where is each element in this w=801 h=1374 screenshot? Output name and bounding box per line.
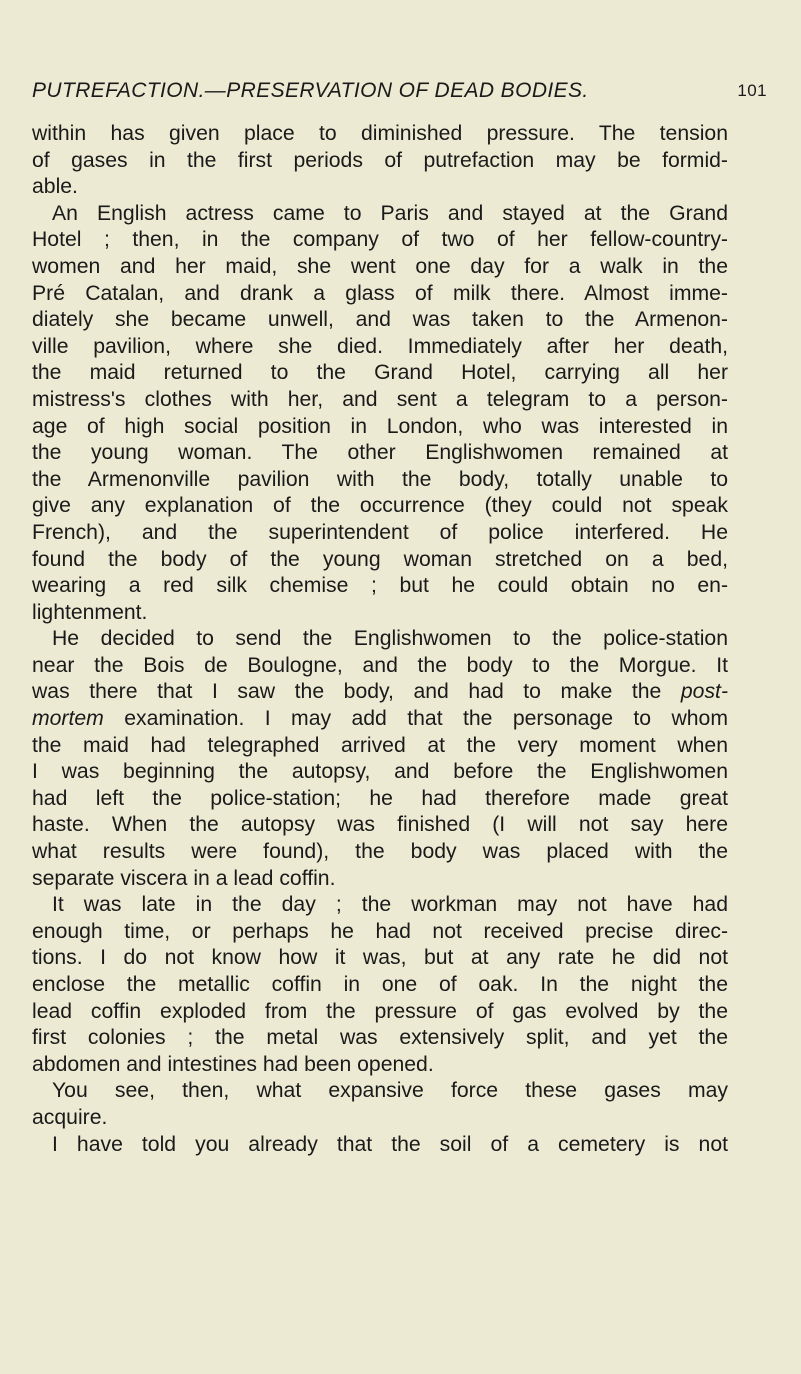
text-line (32, 733, 728, 760)
text-line (32, 201, 728, 228)
line-text: Hotel ; then, in the company of two of her fellow-country- (32, 228, 728, 252)
line-text: mistress's clothes with her, and sent a telegram to a person- (32, 387, 728, 411)
line-text: diately she became unwell, and was taken to the Armenon- (32, 308, 728, 332)
text-line (32, 972, 728, 999)
line-text: able. (32, 175, 78, 199)
line-text-tail: examination. I may add that the personage to whom (103, 707, 728, 731)
line-text: ville pavilion, where she died. Immediately after her death, (32, 334, 728, 358)
text-line (32, 493, 728, 520)
line-text: enough time, or perhaps he had not received precise direc- (32, 919, 728, 943)
line-text: the young woman. The other Englishwomen remained at (32, 441, 728, 465)
text-line (32, 307, 728, 334)
line-text: first colonies ; the metal was extensively split, and yet the (32, 1026, 728, 1050)
text-line (32, 1132, 728, 1159)
line-text: lead coffin exploded from the pressure of gas evolved by the (32, 999, 728, 1023)
line-text: lightenment. (32, 600, 148, 624)
italic-text: post- (680, 680, 728, 704)
line-text: French), and the superintendent of police interfered. He (32, 520, 728, 544)
text-line (32, 999, 728, 1026)
line-text: within has given place to diminished pressure. The tension (32, 122, 728, 145)
line-text: was there that I saw the body, and had to make the (32, 680, 662, 704)
line-text: wearing a red silk chemise ; but he could obtain no en- (32, 574, 728, 598)
text-line (32, 573, 728, 600)
line-text: separate viscera in a lead coffin. (32, 866, 336, 890)
text-line (32, 812, 728, 839)
text-line (32, 334, 728, 361)
line-text: give any explanation of the occurrence (they could not speak (32, 494, 728, 518)
text-line (32, 653, 728, 680)
line-text: I have told you already that the soil of a cemetery is not (52, 1132, 728, 1156)
line-text: abdomen and intestines had been opened. (32, 1052, 434, 1076)
text-line (32, 360, 728, 387)
text-line (32, 281, 728, 308)
text-line (32, 440, 728, 467)
text-line (32, 467, 728, 494)
text-line (32, 1105, 728, 1132)
line-text: haste. When the autopsy was finished (I will not say here (32, 813, 728, 837)
line-text: You see, then, what expansive force these gases may (52, 1079, 728, 1103)
text-line (32, 387, 728, 414)
text-line (32, 414, 728, 441)
text-line (32, 866, 728, 893)
text-line (32, 520, 728, 547)
text-line (32, 174, 728, 201)
text-line (32, 227, 728, 254)
line-text: He decided to send the Englishwomen to the police-station (52, 627, 728, 651)
text-line (32, 679, 728, 706)
text-line (32, 547, 728, 574)
line-text: Pré Catalan, and drank a glass of milk there. Almost imme- (32, 281, 728, 305)
line-text: the maid returned to the Grand Hotel, carrying all her (32, 361, 728, 385)
running-head (32, 76, 777, 106)
line-text: I was beginning the autopsy, and before the Englishwomen (32, 760, 728, 784)
text-line (32, 148, 728, 175)
line-text: tions. I do not know how it was, but at any rate he did not (32, 946, 728, 970)
line-text: the Armenonville pavilion with the body, totally unable to (32, 467, 728, 491)
line-text: the maid had telegraphed arrived at the very moment when (32, 733, 728, 757)
line-text: what results were found), the body was placed with the (32, 840, 728, 864)
italic-text: mortem (32, 707, 104, 731)
text-line (32, 945, 728, 972)
line-text: An English actress came to Paris and stayed at the Grand (52, 201, 728, 225)
line-text: It was late in the day ; the workman may not have had (52, 893, 728, 917)
text-line (32, 892, 728, 919)
text-line (32, 759, 728, 786)
line-text: found the body of the young woman stretched on a bed, (32, 547, 728, 571)
text-line (32, 1052, 728, 1079)
text-line (32, 839, 728, 866)
text-line (32, 786, 728, 813)
line-text: of gases in the first periods of putrefaction may be formid- (32, 148, 728, 172)
line-text: age of high social position in London, who was interested in (32, 414, 728, 438)
text-line (32, 121, 728, 148)
line-text: women and her maid, she went one day for a walk in the (32, 254, 728, 278)
line-text: had left the police-station; he had therefore made great (32, 786, 728, 810)
text-line (32, 919, 728, 946)
text-line (32, 626, 728, 653)
line-text: near the Bois de Boulogne, and the body to the Morgue. It (32, 653, 728, 677)
text-line (32, 1078, 728, 1105)
text-line (32, 254, 728, 281)
body-text (32, 121, 728, 1158)
text-line (32, 1025, 728, 1052)
text-line (32, 706, 728, 733)
page-number: 101 (737, 81, 767, 100)
running-title: PUTREFACTION.—PRESERVATION OF DEAD BODIES. (32, 79, 589, 102)
line-text: enclose the metallic coffin in one of oak. In the night the (32, 973, 728, 996)
line-text: acquire. (32, 1105, 108, 1129)
text-line (32, 600, 728, 627)
